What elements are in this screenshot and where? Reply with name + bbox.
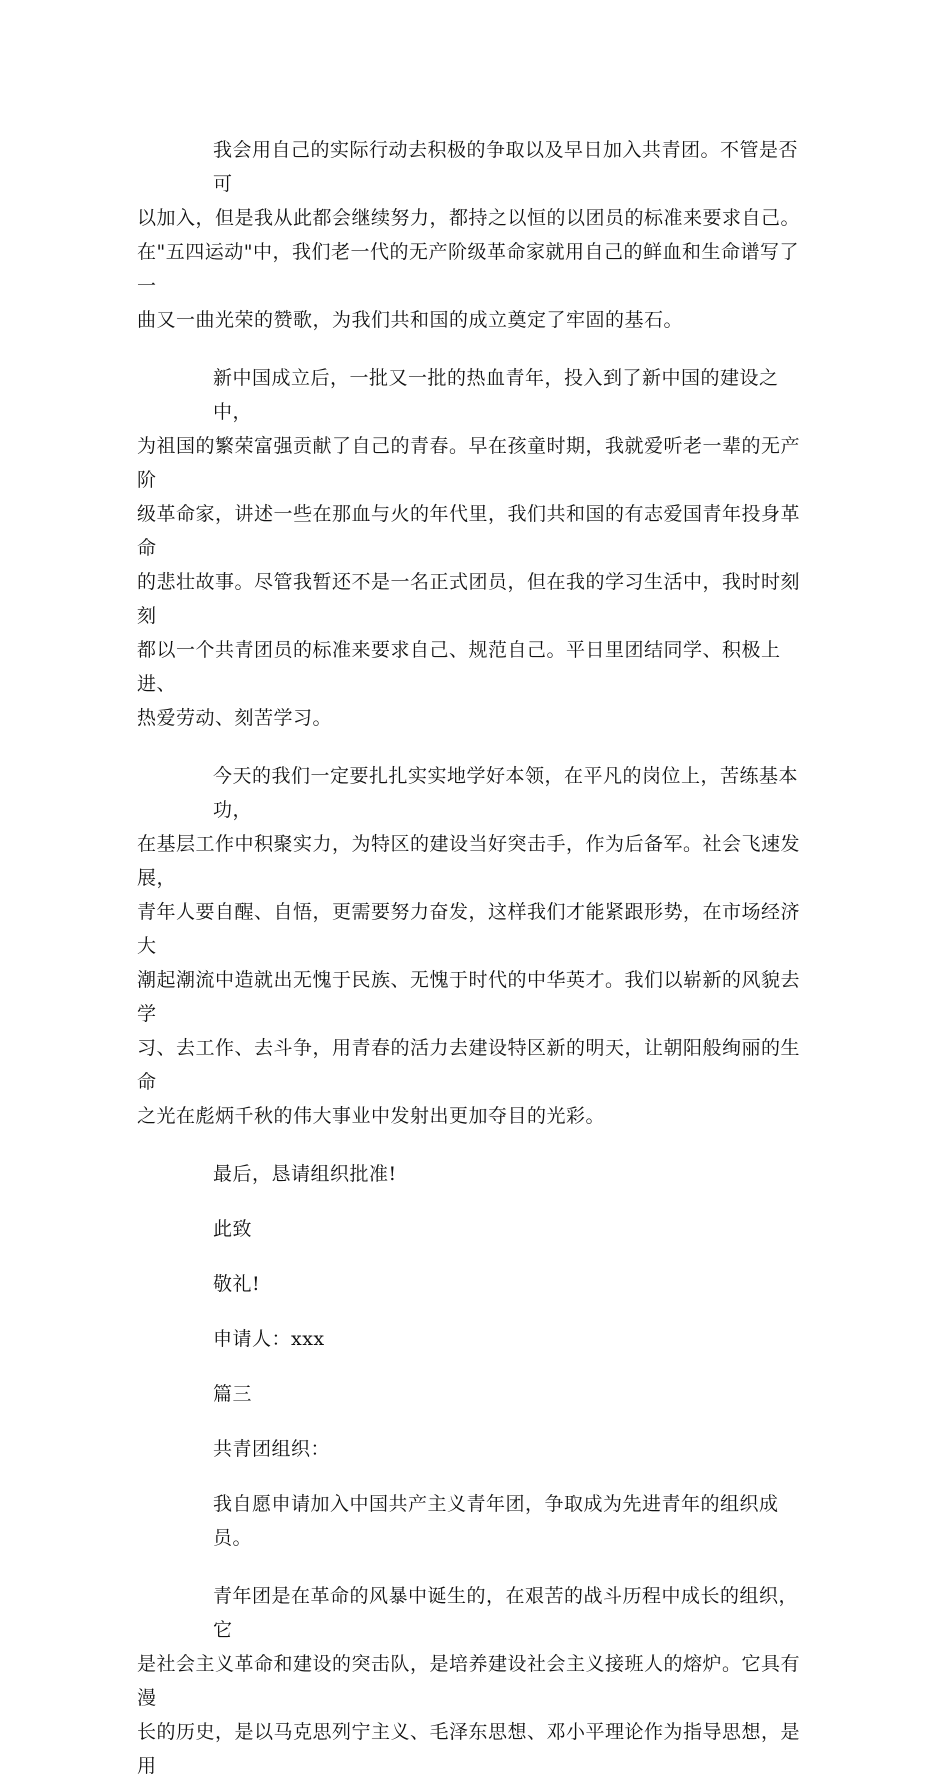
- text-line: 我会用自己的实际行动去积极的争取以及早日加入共青团。不管是否可: [213, 139, 799, 195]
- paragraph-spacer: [137, 1411, 817, 1432]
- paragraph-final: [137, 1579, 817, 1783]
- paragraph-spacer: [137, 1133, 817, 1157]
- paragraph-2: [137, 361, 817, 735]
- text-line: 热爱劳动、刻苦学习。: [137, 707, 333, 729]
- text-line: 在"五四运动"中，我们老一代的无产阶级革命家就用自己的鲜血和生命谱写了一: [137, 241, 799, 297]
- application-statement: [137, 1487, 817, 1555]
- text-line: 级革命家，讲述一些在那血与火的年代里，我们共和国的有志爱国青年投身革命: [137, 503, 801, 559]
- text-line: 今天的我们一定要扎扎实实地学好本领，在平凡的岗位上，苦练基本功，: [213, 765, 799, 821]
- paragraph-spacer: [137, 735, 817, 759]
- text-line: 都以一个共青团员的标准来要求自己、规范自己。平日里团结同学、积极上进、: [137, 639, 781, 695]
- salutation-line: [137, 1212, 817, 1246]
- text-line: 共青团组织：: [213, 1438, 331, 1460]
- text-line: 以加入，但是我从此都会继续努力，都持之以恒的以团员的标准来要求自己。: [137, 207, 801, 229]
- paragraph-spacer: [137, 1466, 817, 1487]
- text-line: 申请人：xxx: [213, 1328, 325, 1350]
- text-line: 为祖国的繁荣富强贡献了自己的青春。早在孩童时期，我就爱听老一辈的无产阶: [137, 435, 801, 491]
- text-line: 最后，恳请组织批准!: [213, 1163, 397, 1185]
- closing-line: [137, 1157, 817, 1191]
- text-line: 的悲壮故事。尽管我暂还不是一名正式团员，但在我的学习生活中，我时时刻刻: [137, 571, 801, 627]
- applicant-line: [137, 1322, 817, 1356]
- text-line: 在基层工作中积聚实力，为特区的建设当好突击手，作为后备军。社会飞速发展，: [137, 833, 801, 889]
- text-line: 长的历史，是以马克思列宁主义、毛泽东思想、邓小平理论作为指导思想，是用: [137, 1721, 801, 1777]
- paragraph-1: [137, 133, 817, 337]
- paragraph-spacer: [137, 1555, 817, 1579]
- text-line: 篇三: [213, 1383, 253, 1405]
- paragraph-spacer: [137, 1301, 817, 1322]
- text-line: 之光在彪炳千秋的伟大事业中发射出更加夺目的光彩。: [137, 1105, 606, 1127]
- text-line: 敬礼!: [213, 1273, 261, 1295]
- text-line: 新中国成立后，一批又一批的热血青年，投入到了新中国的建设之中，: [213, 367, 779, 423]
- text-line: 曲又一曲光荣的赞歌，为我们共和国的成立奠定了牢固的基石。: [137, 309, 684, 331]
- addressee-line: [137, 1432, 817, 1466]
- paragraph-3: [137, 759, 817, 1133]
- paragraph-spacer: [137, 1191, 817, 1212]
- document-body: [137, 133, 817, 1783]
- text-line: 青年团是在革命的风暴中诞生的，在艰苦的战斗历程中成长的组织，它: [213, 1585, 799, 1641]
- text-line: 是社会主义革命和建设的突击队，是培养建设社会主义接班人的熔炉。它具有漫: [137, 1653, 801, 1709]
- section-heading: [137, 1377, 817, 1411]
- paragraph-spacer: [137, 337, 817, 361]
- text-line: 此致: [213, 1218, 253, 1240]
- paragraph-spacer: [137, 1246, 817, 1267]
- text-line: 青年人要自醒、自悟，更需要努力奋发，这样我们才能紧跟形势，在市场经济大: [137, 901, 801, 957]
- paragraph-spacer: [137, 1356, 817, 1377]
- text-line: 我自愿申请加入中国共产主义青年团，争取成为先进青年的组织成员。: [213, 1493, 779, 1549]
- text-line: 习、去工作、去斗争，用青春的活力去建设特区新的明天，让朝阳般绚丽的生命: [137, 1037, 801, 1093]
- respect-line: [137, 1267, 817, 1301]
- text-line: 潮起潮流中造就出无愧于民族、无愧于时代的中华英才。我们以崭新的风貌去学: [137, 969, 801, 1025]
